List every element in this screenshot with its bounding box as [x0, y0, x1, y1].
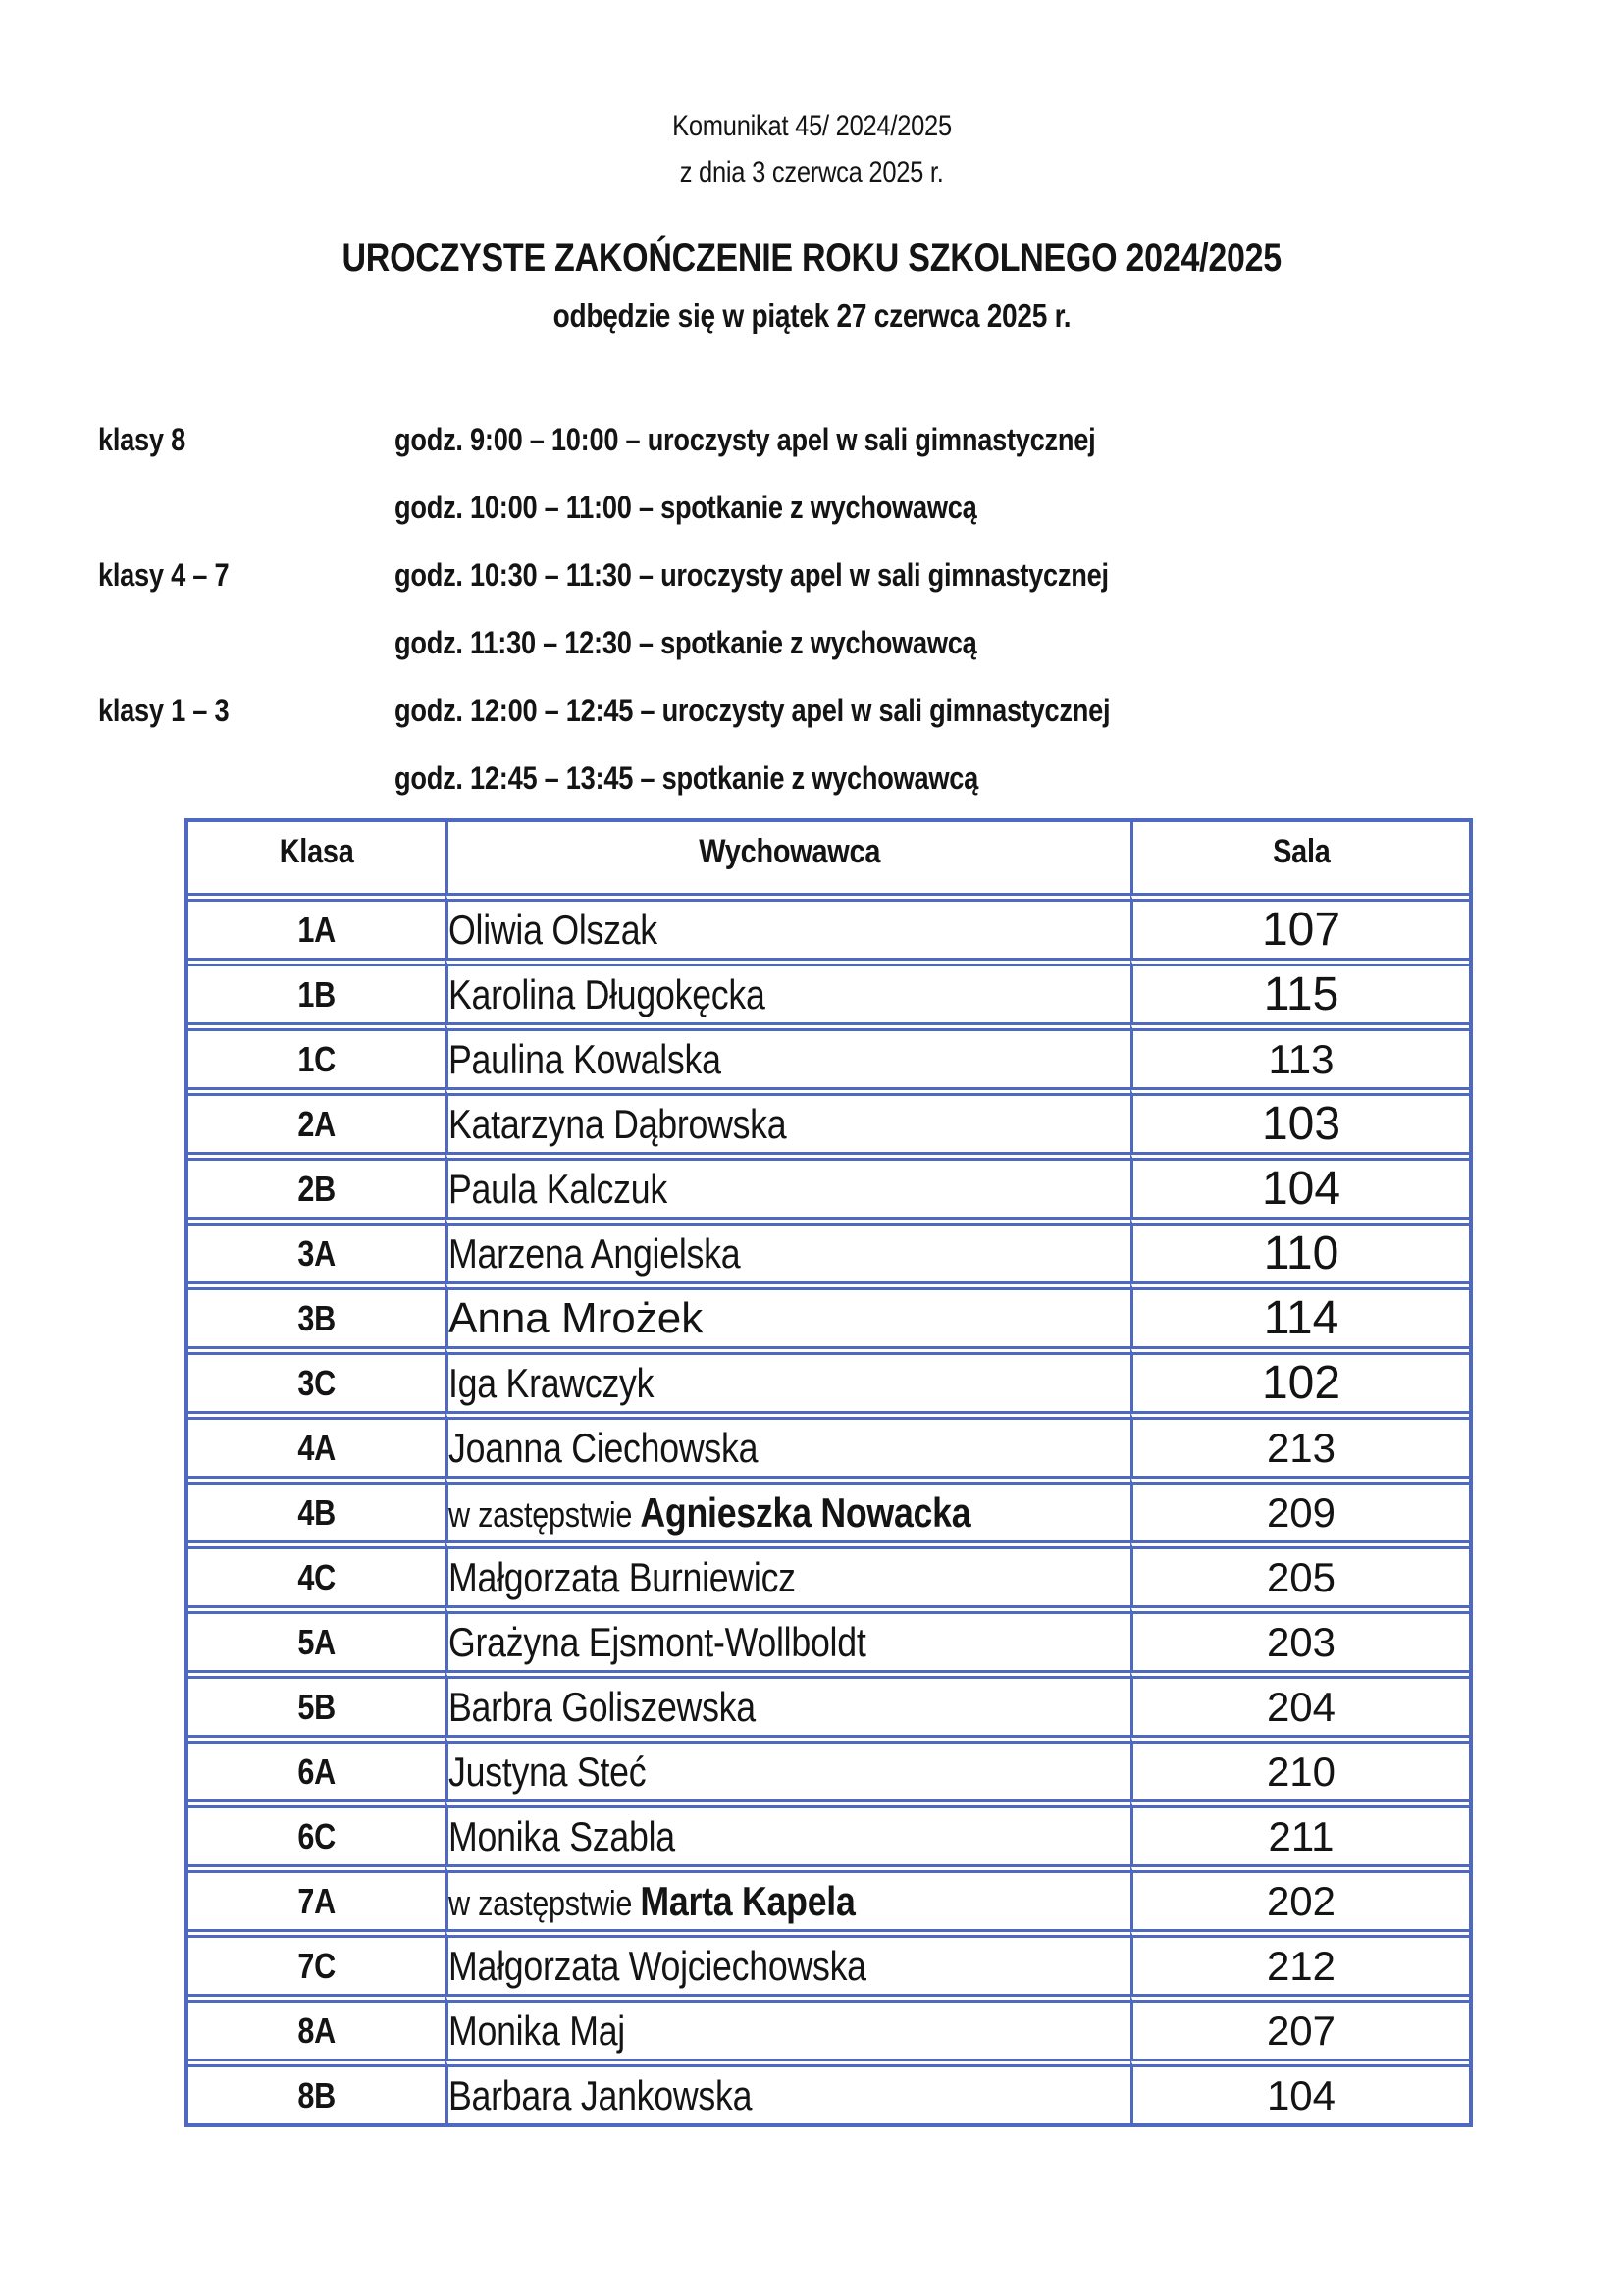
cell-klasa: 2B: [188, 1152, 445, 1217]
cell-sala: [1130, 1087, 1469, 1152]
column-header-wychowawca: Wychowawca: [445, 822, 1130, 893]
schedule-line: [0, 474, 1624, 542]
schedule-group-label: klasy 8: [98, 422, 185, 457]
schedule-line: [0, 745, 1624, 812]
cell-klasa: 7A: [188, 1864, 445, 1929]
cell-sala: [1130, 1735, 1469, 1799]
cell-wychowawca: [445, 1152, 1130, 1217]
cell-wychowawca: [445, 2059, 1130, 2123]
teacher-name: Paula Kalczuk: [448, 1165, 667, 1212]
table-row: [188, 1217, 1469, 1281]
table-row: [188, 1929, 1469, 1994]
cell-sala: [1130, 1605, 1469, 1670]
cell-sala: [1130, 958, 1469, 1022]
schedule-group-label: klasy 4 – 7: [98, 557, 230, 593]
cell-klasa: 3A: [188, 1217, 445, 1281]
schedule-line-text: godz. 9:00 – 10:00 – uroczysty apel w sali gimnastycznej: [394, 422, 1096, 457]
schedule-group-label: klasy 1 – 3: [98, 693, 230, 728]
table-row: [188, 1087, 1469, 1152]
cell-wychowawca: [445, 1087, 1130, 1152]
table-row: [188, 893, 1469, 958]
table-row: [188, 1281, 1469, 1346]
cell-wychowawca: [445, 1281, 1130, 1346]
cell-sala: [1130, 1022, 1469, 1087]
room-number: 211: [1268, 1812, 1335, 1859]
cell-wychowawca: [445, 1670, 1130, 1735]
cell-sala: [1130, 1540, 1469, 1605]
teacher-name: Agnieszka Nowacka: [640, 1488, 971, 1536]
room-number: 114: [1263, 1292, 1339, 1344]
cell-sala: [1130, 2059, 1469, 2123]
room-number: 209: [1266, 1488, 1336, 1536]
cell-klasa: 1B: [188, 958, 445, 1022]
table-row: [188, 1022, 1469, 1087]
room-number: 213: [1266, 1424, 1336, 1471]
room-number: 115: [1263, 968, 1339, 1020]
table-row: [188, 1605, 1469, 1670]
cell-klasa: 3B: [188, 1281, 445, 1346]
cell-sala: [1130, 1929, 1469, 1994]
table-row: [188, 1735, 1469, 1799]
cell-sala: [1130, 1799, 1469, 1864]
teacher-name: Anna Mrożek: [448, 1293, 704, 1342]
cell-sala: [1130, 1476, 1469, 1540]
cell-sala: [1130, 1411, 1469, 1476]
cell-wychowawca: [445, 1994, 1130, 2059]
cell-wychowawca: [445, 1605, 1130, 1670]
cell-klasa: 6C: [188, 1799, 445, 1864]
cell-klasa: 7C: [188, 1929, 445, 1994]
cell-klasa: 3C: [188, 1346, 445, 1411]
cell-klasa: 1A: [188, 893, 445, 958]
room-number: 205: [1266, 1553, 1336, 1600]
table-header-row: [188, 822, 1469, 893]
cell-sala: [1130, 1281, 1469, 1346]
schedule-line-text: godz. 12:00 – 12:45 – uroczysty apel w sali gimnastycznej: [394, 693, 1111, 728]
schedule-line: [0, 542, 1624, 609]
schedule-line: [0, 677, 1624, 745]
room-number: 103: [1261, 1098, 1341, 1150]
cell-klasa: 6A: [188, 1735, 445, 1799]
table-body: [188, 893, 1469, 2123]
room-number: 212: [1266, 1942, 1336, 1989]
cell-klasa: 4C: [188, 1540, 445, 1605]
column-header-klasa: Klasa: [280, 833, 354, 870]
cell-klasa: 4B: [188, 1476, 445, 1540]
teacher-name: Karolina Długokęcka: [448, 970, 765, 1017]
cell-wychowawca: [445, 1799, 1130, 1864]
table-row: [188, 958, 1469, 1022]
substitute-prefix: w zastępstwie: [448, 1493, 641, 1535]
teacher-name: Justyna Steć: [448, 1747, 647, 1795]
cell-sala: [1130, 893, 1469, 958]
room-number: 203: [1266, 1618, 1336, 1665]
schedule-line-text: godz. 12:45 – 13:45 – spotkanie z wychowawcą: [394, 760, 978, 796]
cell-wychowawca: [445, 1411, 1130, 1476]
room-number: 202: [1266, 1877, 1336, 1924]
teacher-name: Joanna Ciechowska: [448, 1424, 759, 1471]
teacher-name: Katarzyna Dąbrowska: [448, 1100, 787, 1147]
doc-title: UROCZYSTE ZAKOŃCZENIE ROKU SZKOLNEGO 2024/2025: [341, 236, 1283, 280]
room-number: 204: [1266, 1683, 1336, 1730]
cell-klasa: 1C: [188, 1022, 445, 1087]
doc-header-line1: Komunikat 45/ 2024/2025: [672, 110, 952, 142]
cell-klasa: 5A: [188, 1605, 445, 1670]
cell-klasa: 8B: [188, 2059, 445, 2123]
cell-klasa: 2A: [188, 1087, 445, 1152]
cell-wychowawca: [445, 893, 1130, 958]
teacher-name: Monika Szabla: [448, 1812, 675, 1859]
table-row: [188, 1152, 1469, 1217]
teacher-name: Marta Kapela: [640, 1877, 856, 1924]
room-number: 207: [1266, 2007, 1336, 2054]
cell-wychowawca: [445, 1476, 1130, 1540]
table-header: [188, 822, 1469, 893]
teacher-name: Barbara Jankowska: [448, 2071, 753, 2118]
teacher-name: Monika Maj: [448, 2007, 625, 2054]
schedule-line-text: godz. 11:30 – 12:30 – spotkanie z wychowawcą: [394, 625, 977, 660]
cell-sala: [1130, 1670, 1469, 1735]
cell-klasa: 5B: [188, 1670, 445, 1735]
cell-wychowawca: [445, 1864, 1130, 1929]
schedule-section: [0, 406, 1624, 812]
cell-wychowawca: [445, 1217, 1130, 1281]
schedule-line-text: godz. 10:00 – 11:00 – spotkanie z wychowawcą: [394, 490, 977, 525]
table-row: [188, 1540, 1469, 1605]
table-row: [188, 1670, 1469, 1735]
doc-header-line2: z dnia 3 czerwca 2025 r.: [680, 156, 944, 188]
doc-header: [0, 103, 1624, 195]
room-number: 104: [1261, 1163, 1341, 1215]
schedule-line-text: godz. 10:30 – 11:30 – uroczysty apel w sali gimnastycznej: [394, 557, 1109, 593]
room-number: 113: [1268, 1035, 1335, 1082]
schedule-line: [0, 406, 1624, 474]
cell-wychowawca: [445, 1929, 1130, 1994]
table-row: [188, 1864, 1469, 1929]
cell-wychowawca: [445, 1540, 1130, 1605]
room-number: 102: [1261, 1357, 1341, 1409]
room-number: 104: [1266, 2071, 1336, 2118]
teacher-name: Małgorzata Wojciechowska: [448, 1942, 866, 1989]
cell-klasa: 4A: [188, 1411, 445, 1476]
teacher-name: Oliwia Olszak: [448, 906, 657, 953]
cell-wychowawca: [445, 1022, 1130, 1087]
substitute-prefix: w zastępstwie: [448, 1882, 641, 1923]
teacher-name: Małgorzata Burniewicz: [448, 1553, 796, 1600]
cell-sala: [1130, 1346, 1469, 1411]
cell-sala: [1130, 1152, 1469, 1217]
room-number: 210: [1266, 1747, 1336, 1795]
column-header-sala: Sala: [1130, 822, 1469, 893]
cell-sala: [1130, 1864, 1469, 1929]
teacher-name: Barbra Goliszewska: [448, 1683, 756, 1730]
schedule-line: [0, 609, 1624, 677]
room-number: 110: [1263, 1227, 1339, 1279]
teacher-name: Paulina Kowalska: [448, 1035, 721, 1082]
doc-subtitle: odbędzie się w piątek 27 czerwca 2025 r.: [552, 297, 1072, 334]
table-row: [188, 1799, 1469, 1864]
room-number: 107: [1261, 904, 1341, 956]
homeroom-table: [184, 818, 1473, 2127]
cell-klasa: 8A: [188, 1994, 445, 2059]
table-row: [188, 1346, 1469, 1411]
teacher-name: Grażyna Ejsmont-Wollboldt: [448, 1618, 866, 1665]
cell-wychowawca: [445, 958, 1130, 1022]
table-row: [188, 2059, 1469, 2123]
teacher-name: Iga Krawczyk: [448, 1359, 655, 1406]
cell-wychowawca: [445, 1735, 1130, 1799]
table-row: [188, 1411, 1469, 1476]
table-row: [188, 1994, 1469, 2059]
cell-wychowawca: [445, 1346, 1130, 1411]
teacher-name: Marzena Angielska: [448, 1229, 741, 1277]
table-row: [188, 1476, 1469, 1540]
cell-sala: [1130, 1994, 1469, 2059]
cell-sala: [1130, 1217, 1469, 1281]
